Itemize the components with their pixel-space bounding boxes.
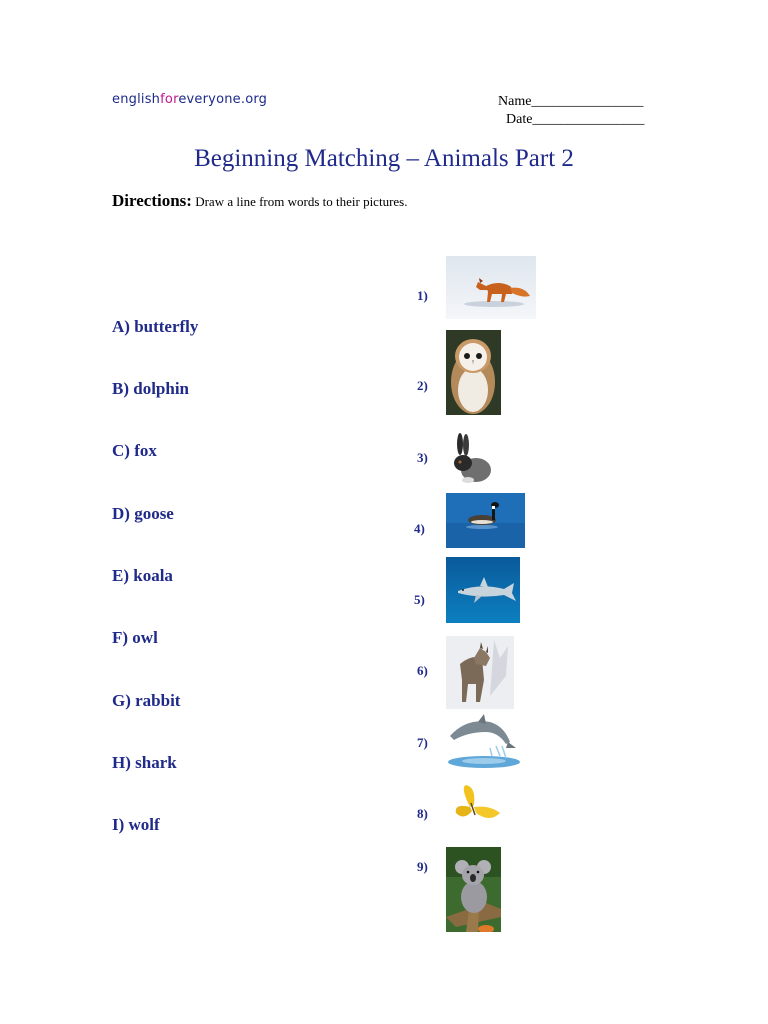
shark-icon (446, 557, 520, 623)
word-item-koala[interactable]: E) koala (112, 566, 173, 585)
word-item-shark[interactable]: H) shark (112, 753, 177, 772)
picture-owl[interactable] (446, 330, 501, 415)
picture-fox[interactable] (446, 256, 536, 319)
owl-icon (446, 330, 501, 415)
directions-text: Draw a line from words to their pictures. (195, 194, 408, 209)
picture-number-3: 3) (417, 450, 428, 465)
word-item-goose[interactable]: D) goose (112, 504, 174, 523)
logo-part-for: for (160, 92, 179, 107)
rabbit-icon (446, 430, 494, 486)
picture-number-1: 1) (417, 288, 428, 303)
picture-number-6: 6) (417, 663, 428, 678)
word-item-owl[interactable]: F) owl (112, 628, 158, 647)
picture-number-4: 4) (414, 521, 425, 536)
word-item-dolphin[interactable]: B) dolphin (112, 379, 190, 398)
directions-label: Directions: (112, 191, 192, 210)
picture-number-2: 2) (417, 378, 428, 393)
picture-wolf[interactable] (446, 636, 514, 709)
dolphin-icon (446, 712, 524, 770)
picture-goose[interactable] (446, 493, 525, 548)
goose-icon (446, 493, 525, 548)
picture-number-5: 5) (414, 592, 425, 607)
picture-number-7: 7) (417, 735, 428, 750)
koala-icon (446, 847, 501, 932)
word-item-butterfly[interactable]: A) butterfly (112, 317, 199, 336)
butterfly-icon (446, 783, 502, 829)
name-field[interactable]: Name________________ (498, 94, 644, 109)
site-logo (112, 92, 267, 107)
date-field[interactable]: Date________________ (506, 112, 645, 127)
word-item-rabbit[interactable]: G) rabbit (112, 691, 181, 710)
word-item-fox[interactable]: C) fox (112, 441, 157, 460)
wolf-icon (446, 636, 514, 709)
picture-number-8: 8) (417, 806, 428, 821)
worksheet-title: Beginning Matching – Animals Part 2 (194, 145, 574, 172)
picture-dolphin[interactable] (446, 712, 524, 770)
logo-part-everyone: everyone.org (178, 92, 268, 107)
picture-butterfly[interactable] (446, 783, 502, 829)
picture-koala[interactable] (446, 847, 501, 932)
word-item-wolf[interactable]: I) wolf (112, 815, 160, 834)
picture-shark[interactable] (446, 557, 520, 623)
fox-icon (446, 256, 536, 319)
logo-part-english: english (112, 92, 161, 107)
directions (112, 191, 407, 211)
picture-rabbit[interactable] (446, 430, 494, 486)
picture-number-9: 9) (417, 859, 428, 874)
